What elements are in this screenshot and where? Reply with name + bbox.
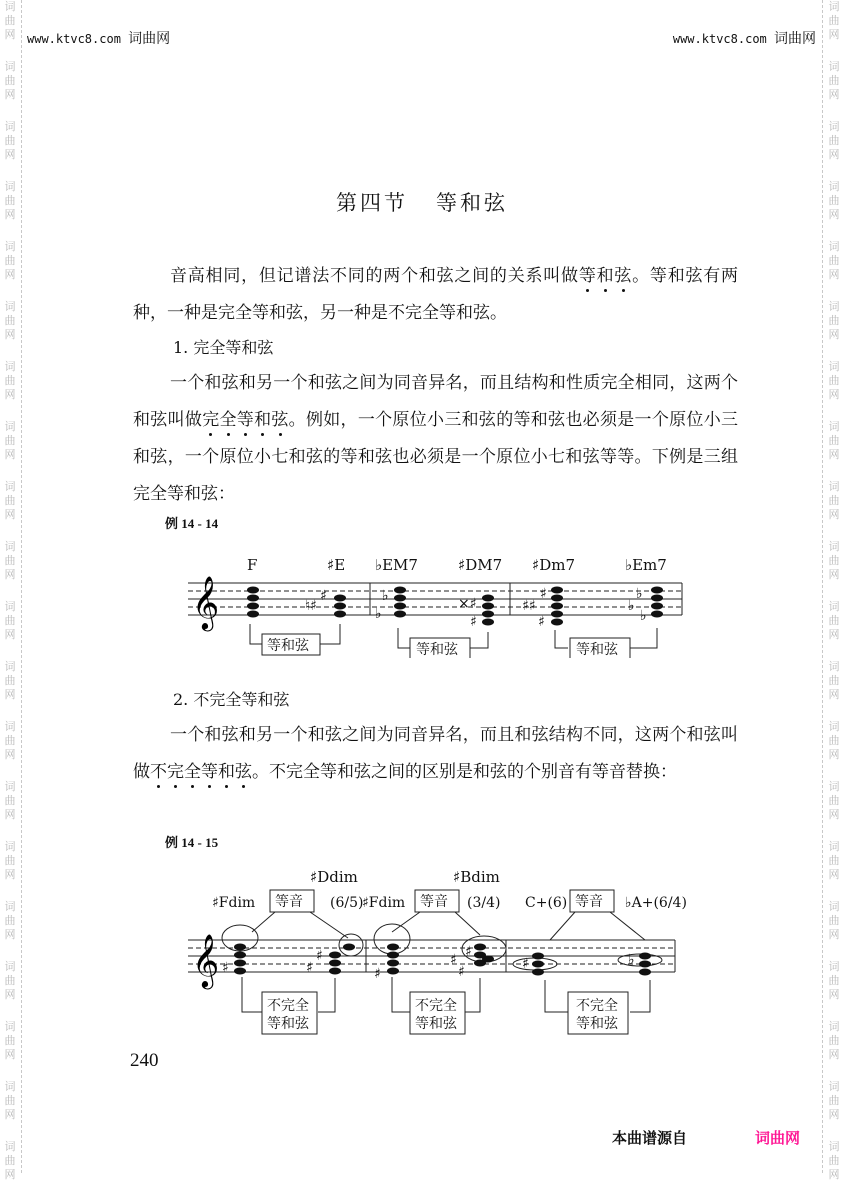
watermark-text: 词 曲 网 [828, 900, 840, 941]
svg-text:C+(6): C+(6) [525, 895, 568, 911]
left-watermark-strip [0, 0, 20, 1181]
svg-text:♯: ♯ [320, 588, 327, 604]
header-url: www.ktvc8.com [672, 32, 767, 46]
svg-text:♭A+(6/4): ♭A+(6/4) [625, 895, 687, 911]
music-example-14-14 [170, 548, 690, 658]
svg-text:(3/4): (3/4) [467, 895, 501, 911]
svg-text:♯Dm7: ♯Dm7 [532, 556, 576, 574]
svg-text:不完全: 不完全 [576, 998, 618, 1014]
intro-text: 音高相同，但记谱法不同的两个和弦之间的关系叫做 [170, 266, 579, 286]
watermark-text: 词 曲 网 [828, 420, 840, 461]
header-watermark-right [673, 28, 816, 48]
svg-text:♭: ♭ [628, 952, 635, 968]
svg-text:(6/5): (6/5) [330, 895, 364, 911]
emphasis-dot-char: 完 [167, 762, 184, 782]
watermark-text: 词 曲 网 [828, 180, 840, 221]
watermark-text: 词 曲 网 [4, 1140, 16, 1181]
section2-text-2: 。不完全等和弦之间的区别是和弦的个别音有等音替换： [252, 762, 677, 782]
svg-text:♯: ♯ [222, 960, 229, 976]
watermark-text: 词 曲 网 [4, 180, 16, 221]
watermark-text: 词 曲 网 [4, 780, 16, 821]
watermark-text: 词 曲 网 [828, 960, 840, 1001]
svg-text:等音: 等音 [420, 894, 448, 910]
watermark-text: 词 曲 网 [4, 300, 16, 341]
svg-text:♯Bdim: ♯Bdim [453, 868, 500, 886]
watermark-text: 词 曲 网 [828, 780, 840, 821]
emphasis-dot-char: 弦 [235, 762, 252, 782]
header-url: www.ktvc8.com [27, 32, 121, 46]
watermark-text: 词 曲 网 [828, 120, 840, 161]
svg-text:♯: ♯ [450, 952, 457, 968]
header-watermark-left [27, 28, 170, 48]
svg-text:♯: ♯ [470, 614, 477, 630]
emphasis-dot-char: 等 [201, 762, 218, 782]
emphasis-dot-char: 和 [254, 410, 272, 430]
emphasis-dot-char: 和 [218, 762, 235, 782]
emphasized-term [150, 762, 252, 782]
svg-text:♭: ♭ [382, 588, 389, 604]
watermark-text: 词 曲 网 [4, 420, 16, 461]
watermark-text: 词 曲 网 [4, 0, 16, 41]
music-example-14-15 [170, 860, 690, 1040]
svg-text:♯: ♯ [538, 614, 545, 630]
emphasis-dot-char: 弦 [614, 266, 633, 286]
watermark-text: 词 曲 网 [4, 1080, 16, 1121]
watermark-text: 词 曲 网 [828, 1140, 840, 1181]
treble-clef-icon: 𝄞 [192, 575, 220, 629]
example-label-14-15: 例 14 - 15 [165, 835, 219, 850]
svg-text:♯Fdim: ♯Fdim [212, 895, 256, 911]
example-label-14-14: 例 14 - 14 [165, 516, 219, 531]
watermark-text: 词 曲 网 [4, 660, 16, 701]
svg-text:♭: ♭ [636, 586, 643, 602]
emphasized-term [202, 410, 288, 430]
right-watermark-strip [824, 0, 844, 1181]
svg-text:等音: 等音 [575, 894, 603, 910]
svg-text:♭EM7: ♭EM7 [375, 556, 418, 574]
emphasis-dot-char: 和 [596, 266, 615, 286]
section2-paragraph [133, 717, 738, 791]
svg-text:等和弦: 等和弦 [267, 638, 309, 654]
footer-site-link[interactable]: 词曲网 [755, 1129, 801, 1147]
svg-text:♮♯: ♮♯ [305, 598, 317, 614]
watermark-text: 词 曲 网 [828, 0, 840, 41]
watermark-text: 词 曲 网 [828, 1080, 840, 1121]
svg-text:等和弦: 等和弦 [576, 642, 618, 658]
watermark-text: 词 曲 网 [828, 480, 840, 521]
watermark-text: 词 曲 网 [4, 1020, 16, 1061]
section2-heading: 2. 不完全等和弦 [173, 690, 290, 709]
page-number: 240 [130, 1050, 159, 1071]
svg-text:等和弦: 等和弦 [576, 1016, 618, 1032]
watermark-text: 词 曲 网 [828, 660, 840, 701]
svg-text:不完全: 不完全 [415, 998, 457, 1014]
title-topic: 等和弦 [436, 191, 508, 215]
watermark-text: 词 曲 网 [828, 840, 840, 881]
watermark-text: 词 曲 网 [828, 300, 840, 341]
watermark-text: 词 曲 网 [828, 60, 840, 101]
svg-text:♯: ♯ [522, 956, 529, 972]
emphasis-dot-char: 弦 [271, 410, 289, 430]
svg-text:♭: ♭ [640, 608, 647, 624]
watermark-text: 词 曲 网 [4, 720, 16, 761]
svg-text:♯Ddim: ♯Ddim [310, 868, 358, 886]
svg-text:♭Em7: ♭Em7 [625, 556, 667, 574]
watermark-text: 词 曲 网 [828, 540, 840, 581]
section1-text: 一个和弦和另一个和弦之间为同音异名，而且结构和性质完全相同，这两个和弦叫做 [133, 373, 738, 430]
svg-text:♯: ♯ [306, 960, 313, 976]
svg-text:F: F [247, 556, 258, 574]
svg-text:♭: ♭ [375, 606, 382, 622]
header-site: 词曲网 [774, 31, 816, 47]
section1-text-2: 。例如，一个原位小三和弦的等和弦也必须是一个原位小三和弦，一个原位小七和弦的等和弦也必须是一个原位小七和弦等等。下例是三组完全等和弦： [133, 410, 739, 504]
watermark-text: 词 曲 网 [828, 600, 840, 641]
section2-text: 一个和弦和另一个和弦之间为同音异名，而且和弦结构不同，这两个和弦叫做 [133, 725, 738, 782]
title-section-number: 第四节 [336, 191, 408, 215]
svg-text:等和弦: 等和弦 [415, 1016, 457, 1032]
emphasized-term [579, 266, 632, 286]
header-site: 词曲网 [128, 31, 171, 47]
svg-text:等和弦: 等和弦 [267, 1016, 309, 1032]
svg-text:♯: ♯ [465, 944, 472, 960]
watermark-text: 词 曲 网 [4, 60, 16, 101]
section1-paragraph [133, 365, 738, 513]
watermark-text: 词 曲 网 [4, 240, 16, 281]
section1-heading: 1. 完全等和弦 [173, 338, 274, 357]
watermark-text: 词 曲 网 [4, 960, 16, 1001]
watermark-text: 词 曲 网 [828, 720, 840, 761]
emphasis-dot-char: 完 [202, 410, 220, 430]
emphasis-dot-char: 等 [236, 410, 255, 430]
section-title [0, 187, 844, 217]
svg-text:♯: ♯ [316, 948, 323, 964]
svg-text:等音: 等音 [275, 894, 303, 910]
svg-text:♯: ♯ [458, 964, 465, 980]
watermark-text: 词 曲 网 [4, 480, 16, 521]
emphasis-dot-char: 等 [578, 266, 597, 286]
emphasis-dot-char: 全 [219, 410, 237, 430]
svg-text:♯♯: ♯♯ [522, 598, 536, 614]
watermark-text: 词 曲 网 [4, 840, 16, 881]
svg-text:♯: ♯ [374, 966, 381, 982]
svg-text:×♯: ×♯ [458, 596, 477, 612]
watermark-text: 词 曲 网 [828, 240, 840, 281]
treble-clef-icon: 𝄞 [192, 933, 220, 987]
watermark-text: 词 曲 网 [828, 360, 840, 401]
emphasis-dot-char: 全 [184, 762, 201, 782]
svg-text:♭: ♭ [628, 598, 635, 614]
watermark-text: 词 曲 网 [4, 900, 16, 941]
footer-source-label: 本曲谱源自 [612, 1129, 688, 1147]
left-dashed-border [21, 0, 22, 1173]
watermark-text: 词 曲 网 [4, 540, 16, 581]
svg-text:♯Fdim: ♯Fdim [362, 895, 406, 911]
watermark-text: 词 曲 网 [4, 120, 16, 161]
watermark-text: 词 曲 网 [4, 600, 16, 641]
intro-text-2: 。等和弦有两种，一种是完全等和弦，另一种是不完全等和弦。 [133, 266, 739, 323]
svg-text:等和弦: 等和弦 [416, 642, 458, 658]
svg-text:♯E: ♯E [327, 556, 346, 574]
emphasis-dot-char: 不 [150, 762, 167, 782]
svg-text:不完全: 不完全 [267, 998, 309, 1014]
svg-text:♯DM7: ♯DM7 [458, 556, 503, 574]
watermark-text: 词 曲 网 [4, 360, 16, 401]
svg-text:♯: ♯ [540, 586, 547, 602]
right-dashed-border [822, 0, 823, 1173]
intro-paragraph [133, 258, 738, 332]
watermark-text: 词 曲 网 [828, 1020, 840, 1061]
